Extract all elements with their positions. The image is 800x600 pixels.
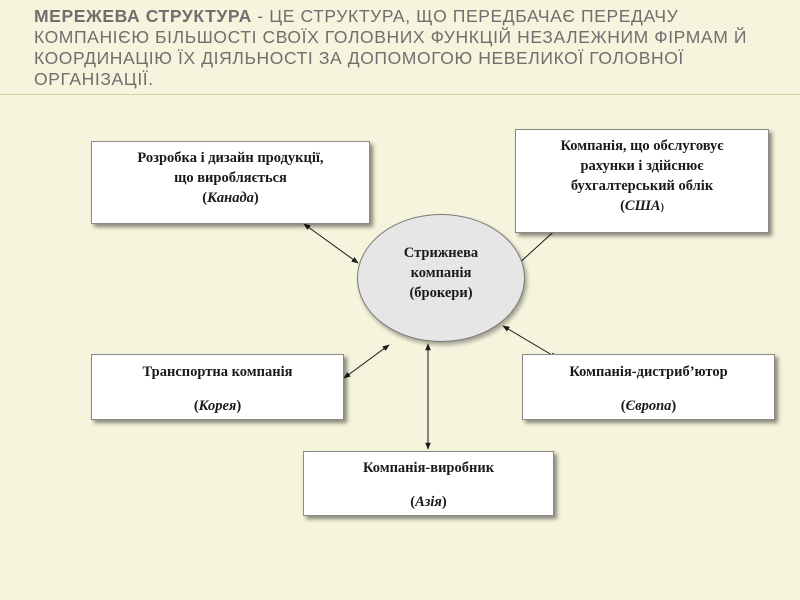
connector-transport [344,345,389,378]
core-line2: компанія [410,265,472,281]
account-location: США [624,198,661,214]
transport-location: Корея [198,398,237,414]
connector-design [304,224,358,263]
core-company-circle [357,214,525,342]
core-line3: (брокери) [409,285,473,301]
transport-location-row: (Корея) [193,398,242,414]
account-line1: Компанія, що обслуговує [560,138,724,154]
producer-location-row: (Азія) [410,494,447,510]
distrib-location: Європа [625,398,672,414]
box-accounting [515,129,769,233]
account-line3: бухгалтерський облік [570,178,714,194]
design-location-row: (Канада) [202,190,259,206]
slide-title-text: - ЦЕ СТРУКТУРА, ЩО ПЕРЕДБАЧАЄ ПЕРЕДАЧУ КОМПАНІЄЮ БІЛЬШОСТІ СВОЇХ ГОЛОВНИХ ФУНКЦІЙ НЕЗАЛЕЖНИМ ФІРМАМ Й КООРДИНАЦІЮ ЇХ ДІЯЛЬНОСТІ ЗА ДОПОМОГОЮ НЕВЕЛИКОЇ ГОЛОВНОЇ ОРГАНІЗАЦІЇ. [34,6,748,89]
core-line1: Стрижнева [403,245,479,261]
title-divider [0,94,800,95]
producer-name: Компанія-виробник [362,460,495,476]
producer-location: Азія [415,494,442,510]
transport-name: Транспортна компанія [142,364,293,380]
box-transport [91,354,344,420]
design-line2: що виробляється [174,170,287,186]
slide-title [34,6,774,90]
account-location-row: (США) [620,198,664,214]
slide-title-bold: МЕРЕЖЕВА СТРУКТУРА [34,6,252,26]
box-producer [303,451,554,516]
box-design [91,141,370,224]
distrib-location-row: (Європа) [620,398,677,414]
design-line1: Розробка і дизайн продукції, [137,150,324,166]
design-location: Канада [207,190,254,206]
account-line2: рахунки і здійснює [580,158,704,174]
box-distributor [522,354,775,420]
distrib-name: Компанія-дистриб’ютор [569,364,728,380]
